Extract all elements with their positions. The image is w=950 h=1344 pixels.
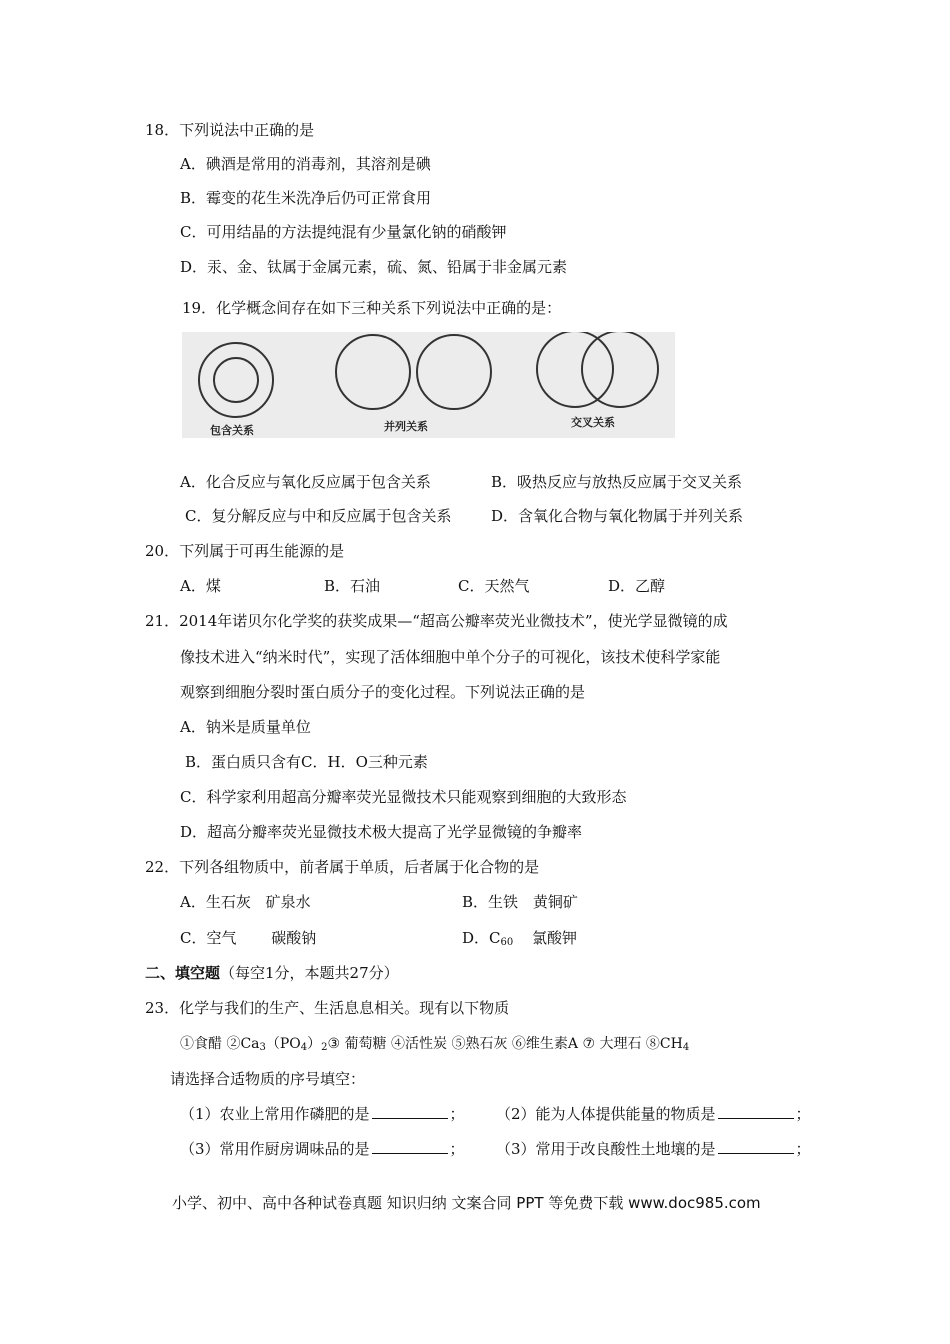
q23-blank-1-end: ； [449, 1105, 465, 1123]
q22-option-c-item: 碳酸钠 [271, 929, 317, 947]
q21-stem-line-1: 21．2014年诺贝尔化学奖的获奖成果—“超高公瓣率荧光业微技术”，使光学显微镜的成 [145, 612, 728, 630]
containment-inner-circle [214, 358, 258, 402]
q23-blank-2-end: ； [795, 1105, 811, 1123]
intersect-left-circle [537, 332, 613, 407]
q23-materials-part-1: ①食醋 ②Ca [180, 1036, 260, 1052]
q23-materials [180, 1034, 689, 1058]
q22-option-b-item: 黄铜矿 [532, 893, 578, 911]
q21-stem-line-2: 像技术进入“纳米时代”，实现了活体细胞中单个分子的可视化，该技术使科学家能 [180, 648, 721, 666]
q21-option-c: C．科学家利用超高分瓣率荧光显微技术只能观察到细胞的大致形态 [180, 788, 627, 806]
q23-blank-3-text: （3）常用作厨房调味品的是 [180, 1140, 370, 1158]
q22-option-b-letter: B．生铁 [462, 893, 519, 911]
q23-blank-3 [180, 1139, 465, 1159]
q20-option-d: D．乙醇 [608, 577, 666, 595]
diagram-label-containment: 包含关系 [210, 424, 254, 437]
q23-blank-4-line[interactable] [718, 1139, 794, 1154]
q21-option-a: A．钠米是质量单位 [180, 718, 311, 736]
q22-option-a [180, 892, 311, 912]
q22-option-c-letter: C．空气 [180, 929, 237, 947]
q23-blank-1-line[interactable] [372, 1104, 448, 1119]
q23-blank-2-line[interactable] [718, 1104, 794, 1119]
relation-diagram [182, 332, 675, 438]
q19-option-c: C．复分解反应与中和反应属于包含关系 [185, 507, 452, 525]
q22-option-a-item: 矿泉水 [265, 893, 311, 911]
q18-stem: 18．下列说法中正确的是 [145, 121, 315, 139]
page-footer: 小学、初中、高中各种试卷真题 知识归纳 文案合同 PPT 等免费下载 www.doc985.com [172, 1194, 761, 1212]
q20-option-c: C．天然气 [458, 577, 530, 595]
intersect-right-circle [582, 332, 658, 407]
q23-blank-4-text: （3）常用于改良酸性土地壤的是 [496, 1140, 716, 1158]
parallel-right-circle [417, 335, 491, 409]
q22-option-d [462, 928, 577, 953]
q19-option-b: B．吸热反应与放热反应属于交叉关系 [491, 473, 743, 491]
q23-instruction: 请选择合适物质的序号填空： [170, 1070, 366, 1088]
q23-blank-1-text: （1）农业上常用作磷肥的是 [180, 1105, 370, 1123]
q23-blank-4-end: ； [795, 1140, 811, 1158]
section-2-title: 二、填空题 [145, 964, 221, 982]
q19-stem: 19．化学概念间存在如下三种关系下列说法中正确的是： [182, 299, 562, 317]
q23-materials-sub-1: 3 [259, 1042, 266, 1053]
q22-option-c [180, 928, 316, 948]
q23-materials-part-4: ③ 葡萄糖 ④活性炭 ⑤熟石灰 ⑥维生素A ⑦ 大理石 ⑧CH [327, 1036, 683, 1052]
q23-materials-sub-4: 4 [682, 1042, 690, 1053]
q18-option-a: A．碘酒是常用的消毒剂，其溶剂是碘 [180, 155, 431, 173]
section-2-heading [145, 963, 399, 983]
q22-option-d-subscript: 60 [500, 937, 514, 948]
containment-outer-circle [199, 343, 273, 417]
section-2-note: （每空1分，本题共27分） [220, 964, 399, 982]
q20-option-b: B．石油 [324, 577, 381, 595]
q23-materials-part-3: ） [307, 1036, 322, 1052]
q18-option-c: C．可用结晶的方法提纯混有少量氯化钠的硝酸钾 [180, 223, 507, 241]
q22-option-b [462, 892, 578, 912]
q23-materials-sub-3: 2 [321, 1042, 328, 1053]
q18-option-b: B．霉变的花生米洗净后仍可正常食用 [180, 189, 432, 207]
q23-blank-2-text: （2）能为人体提供能量的物质是 [496, 1105, 716, 1123]
q19-option-d: D．含氧化合物与氧化物属于并列关系 [491, 507, 744, 525]
q19-option-a: A．化合反应与氧化反应属于包含关系 [180, 473, 431, 491]
q22-option-d-letter: D．C [462, 929, 501, 947]
q23-materials-part-2: （PO [265, 1036, 301, 1052]
q22-stem: 22．下列各组物质中，前者属于单质，后者属于化合物的是 [145, 858, 540, 876]
q23-stem: 23．化学与我们的生产、生活息息相关。现有以下物质 [145, 999, 510, 1017]
q23-blank-2 [496, 1104, 811, 1124]
q21-option-b: B．蛋白质只含有C．H．O三种元素 [185, 753, 428, 771]
q22-option-d-item: 氯酸钾 [532, 929, 578, 947]
q21-stem-line-3: 观察到细胞分裂时蛋白质分子的变化过程。下列说法正确的是 [180, 683, 586, 701]
q23-blank-4 [496, 1139, 811, 1159]
q20-stem: 20．下列属于可再生能源的是 [145, 542, 345, 560]
q20-option-a: A．煤 [180, 577, 221, 595]
q18-option-d: D．汞、金、钛属于金属元素，硫、氮、铅属于非金属元素 [180, 258, 568, 276]
q21-option-d: D．超高分瓣率荧光显微技术极大提高了光学显微镜的争瓣率 [180, 823, 583, 841]
q23-materials-sub-2: 4 [300, 1042, 308, 1053]
parallel-left-circle [336, 335, 410, 409]
q23-blank-3-line[interactable] [372, 1139, 448, 1154]
diagram-label-parallel: 并列关系 [384, 420, 428, 433]
diagram-label-intersect: 交叉关系 [571, 416, 615, 429]
q23-blank-1 [180, 1104, 465, 1124]
q23-blank-3-end: ； [449, 1140, 465, 1158]
q22-option-a-letter: A．生石灰 [180, 893, 251, 911]
